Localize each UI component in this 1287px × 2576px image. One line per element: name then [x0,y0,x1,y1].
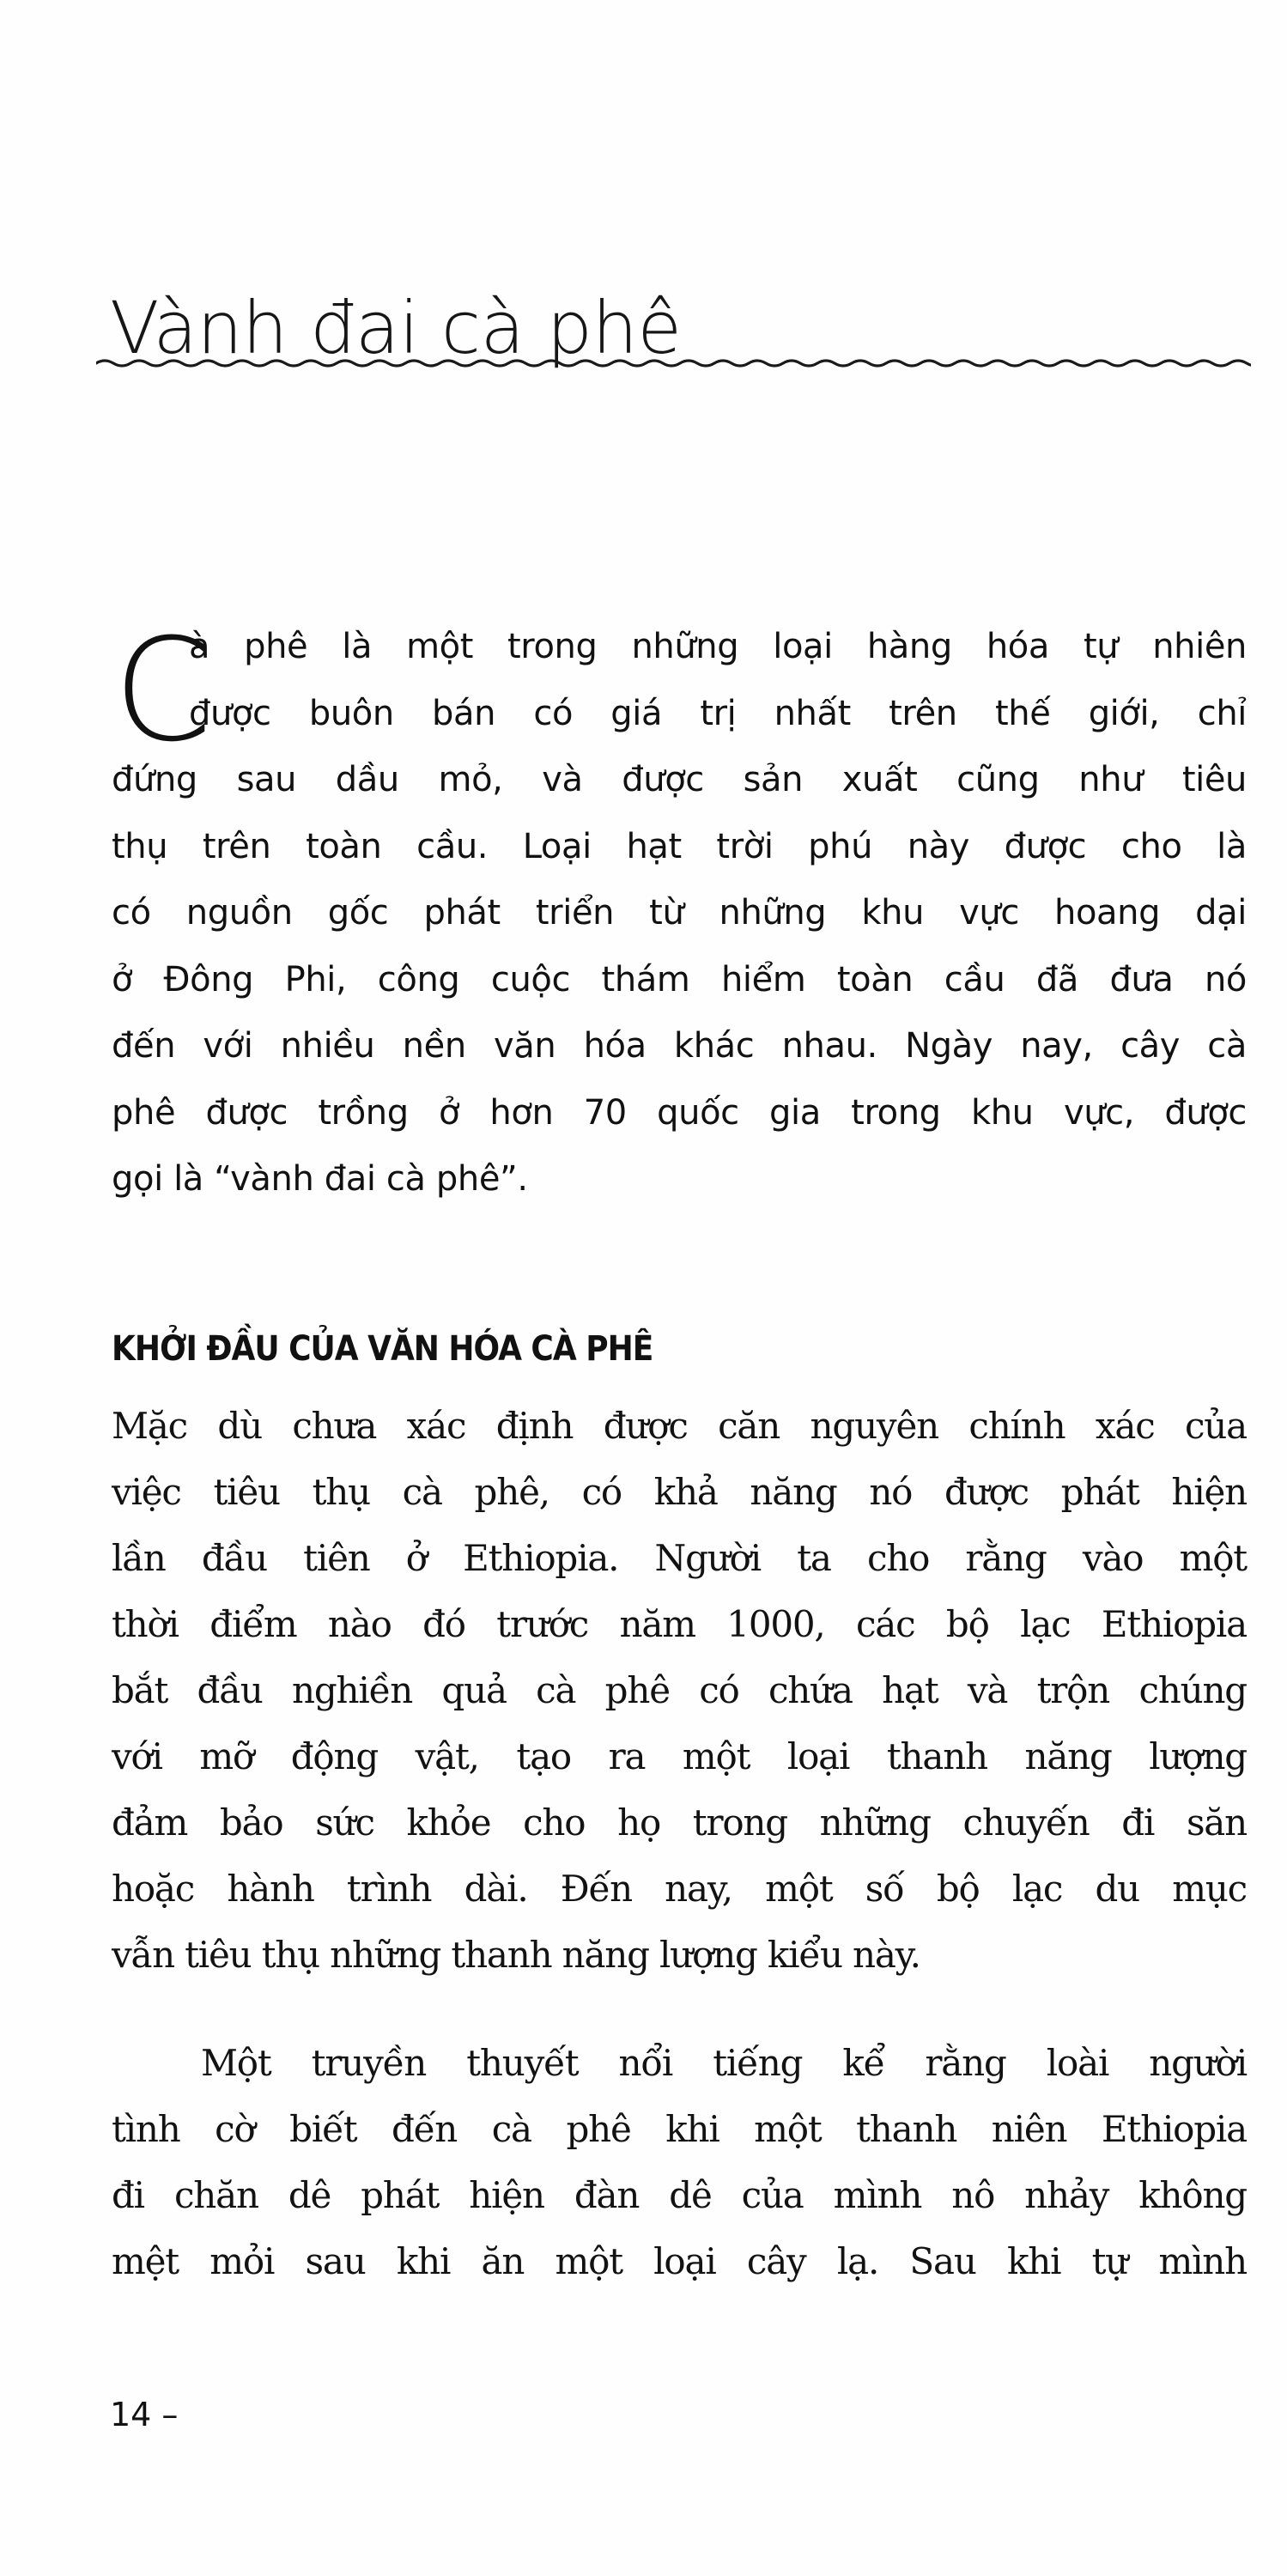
body-line: với mỡ động vật, tạo ra một loại thanh năng lượng [112,1735,1247,1777]
intro-line: phê được trồng ở hơn 70 quốc gia trong khu vực, được [112,1092,1247,1133]
body-line: hoặc hành trình dài. Đến nay, một số bộ lạc du mục [112,1868,1247,1910]
body-line: việc tiêu thụ cà phê, có khả năng nó được phát hiện [112,1471,1247,1513]
intro-line: được buôn bán có giá trị nhất trên thế giới, chỉ [189,693,1247,733]
intro-line: ở Đông Phi, công cuộc thám hiểm toàn cầu đã đưa nó [112,959,1247,999]
intro-line: gọi là “vành đai cà phê”. [112,1159,528,1199]
intro-line: có nguồn gốc phát triển từ những khu vực hoang dại [112,893,1247,933]
body-line: Mặc dù chưa xác định được căn nguyên chính xác của [112,1405,1247,1447]
body-line: đảm bảo sức khỏe cho họ trong những chuyến đi săn [112,1801,1247,1844]
section-heading: KHỞI ĐẦU CỦA VĂN HÓA CÀ PHÊ [112,1329,653,1370]
body-line: thời điểm nào đó trước năm 1000, các bộ lạc Ethiopia [112,1603,1247,1645]
intro-line: đứng sau dầu mỏ, và được sản xuất cũng như tiêu [112,760,1247,799]
page-number: 14 – [110,2396,179,2433]
wavy-divider [96,350,1251,376]
intro-line: đến với nhiều nền văn hóa khác nhau. Ngày nay, cây cà [112,1026,1247,1066]
body-line: đi chăn dê phát hiện đàn dê của mình nô nhảy không [112,2174,1247,2216]
body-line: bắt đầu nghiền quả cà phê có chứa hạt và trộn chúng [112,1669,1247,1711]
drop-cap: C [113,608,213,773]
body-paragraph-1 [112,1393,1247,1988]
body-line: lần đầu tiên ở Ethiopia. Người ta cho rằng vào một [112,1537,1247,1579]
body-line: vẫn tiêu thụ những thanh năng lượng kiểu này. [112,1934,920,1976]
body-line: tình cờ biết đến cà phê khi một thanh niên Ethiopia [112,2108,1247,2150]
body-line: mệt mỏi sau khi ăn một loại cây lạ. Sau khi tự mình [112,2240,1247,2282]
body-paragraph-2 [112,2030,1247,2294]
chapter-title: Vành đai cà phê [110,286,682,371]
intro-line: thụ trên toàn cầu. Loại hạt trời phú này được cho là [112,826,1247,866]
intro-paragraph [112,608,1247,1213]
body-line: Một truyền thuyết nổi tiếng kể rằng loài người [201,2042,1247,2084]
intro-line: à phê là một trong những loại hàng hóa tự nhiên [189,627,1247,666]
